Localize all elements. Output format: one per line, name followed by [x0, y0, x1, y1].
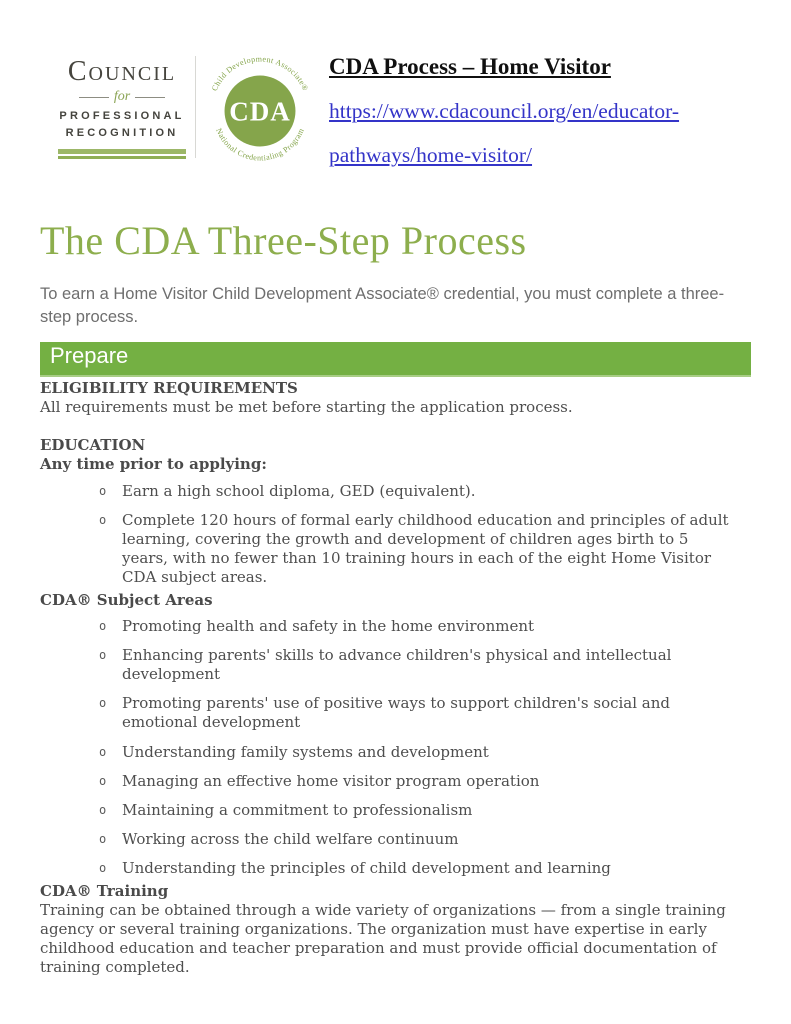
bullet-marker: o: [99, 803, 107, 818]
bullet-text: Promoting health and safety in the home environment: [122, 616, 535, 635]
council-logo-for-row: [58, 89, 186, 105]
council-logo-for: for: [113, 89, 131, 104]
training-heading: CDA® Training: [40, 881, 169, 900]
seal-arc-top-text: Child Development Associate®: [209, 54, 311, 93]
subject-areas-bullet-list: [40, 617, 751, 879]
education-heading: EDUCATION: [40, 436, 146, 455]
seal-arc-bottom-text: National Credentialing Program: [214, 126, 306, 163]
list-item: [40, 743, 751, 762]
bullet-text: Earn a high school diploma, GED (equivalent).: [122, 481, 476, 500]
doc-link-line2[interactable]: pathways/home-visitor/: [329, 143, 533, 167]
bullet-marker: o: [99, 696, 107, 711]
bullet-marker: o: [99, 744, 107, 759]
education-bullet-list: [40, 482, 751, 588]
bullet-marker: o: [99, 832, 107, 847]
eligibility-heading: ELIGIBILITY REQUIREMENTS: [40, 378, 298, 397]
logo-bar-thin: [58, 156, 186, 159]
bullet-text: Managing an effective home visitor program operation: [122, 771, 540, 790]
document-header: [0, 0, 791, 175]
bullet-text: Maintaining a commitment to professionalism: [122, 801, 473, 820]
list-item: [40, 772, 751, 791]
seal-center-text: CDA: [229, 96, 291, 127]
rule-right: [135, 97, 165, 98]
bullet-text: Understanding family systems and development: [122, 742, 489, 761]
education-subheading: Any time prior to applying:: [40, 455, 267, 474]
bullet-text: Enhancing parents' skills to advance children's physical and intellectual development: [122, 645, 672, 684]
council-logo: [58, 52, 186, 159]
bullet-marker: o: [99, 773, 107, 788]
intro-paragraph: To earn a Home Visitor Child Development Associate® credential, you must complete a three-step process.: [40, 285, 725, 327]
logo-bar-thick: [58, 149, 186, 154]
rule-left: [79, 97, 109, 98]
subject-areas-heading: CDA® Subject Areas: [40, 590, 213, 609]
bullet-text: Working across the child welfare continuum: [122, 830, 459, 849]
council-logo-professional: PROFESSIONAL: [59, 110, 185, 122]
list-item: [40, 830, 751, 849]
list-item: [40, 511, 751, 588]
content-body: [40, 379, 751, 978]
eligibility-body: All requirements must be met before starting the application process.: [40, 398, 573, 417]
bullet-marker: o: [99, 618, 107, 633]
prepare-banner: Prepare: [40, 342, 751, 377]
list-item: [40, 859, 751, 878]
list-item: [40, 617, 751, 636]
spacer: [40, 417, 751, 436]
header-text-block: [329, 52, 679, 168]
list-item: [40, 694, 751, 732]
list-item: [40, 646, 751, 684]
doc-title: CDA Process – Home Visitor: [329, 54, 611, 79]
bullet-text: Promoting parents' use of positive ways to support children's social and emotional development: [122, 694, 671, 732]
bullet-marker: o: [99, 647, 107, 662]
council-logo-recognition: RECOGNITION: [65, 127, 179, 139]
bullet-text: Understanding the principles of child development and learning: [122, 859, 611, 878]
cda-seal-icon: [204, 52, 316, 175]
bullet-text: Complete 120 hours of formal early childhood education and principles of adult learning, covering the growth and development of children ages birth to 5 years, with no fewer than 10 training hours in each of the eight Home Visitor CDA subject areas.: [122, 510, 729, 587]
doc-link-line1[interactable]: https://www.cdacouncil.org/en/educator-: [329, 99, 680, 123]
bullet-marker: o: [99, 861, 107, 876]
list-item: [40, 801, 751, 820]
list-item: [40, 482, 751, 501]
bullet-marker: o: [99, 483, 107, 498]
council-logo-name: Council: [67, 56, 177, 87]
logo-divider: [195, 56, 196, 158]
training-body: Training can be obtained through a wide variety of organizations — from a single training agency or several training organizations. The organization must have expertise in early childhood education and teacher preparation and must provide official documentation of training completed.: [40, 900, 726, 977]
page-title: The CDA Three-Step Process: [40, 218, 527, 263]
bullet-marker: o: [99, 512, 107, 527]
